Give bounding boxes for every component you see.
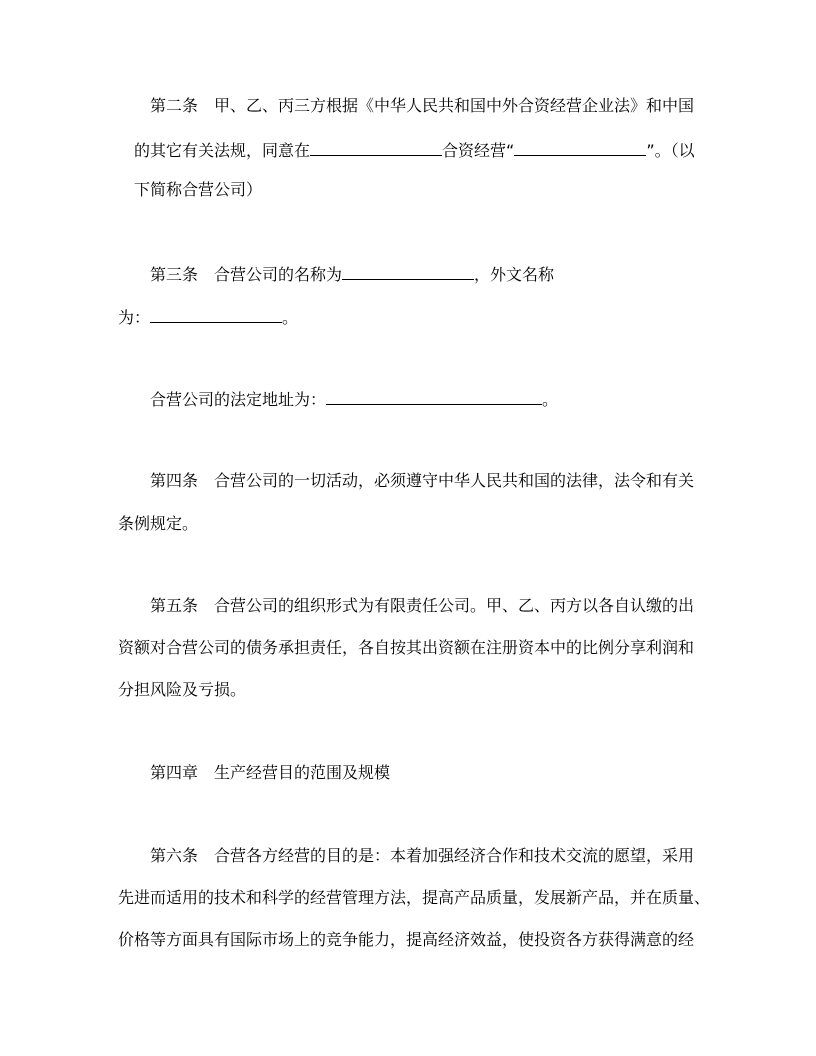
article-6-line-3 <box>118 930 694 950</box>
chapter-4-label: 第四章 <box>150 763 199 782</box>
article-3-line-2 <box>118 306 298 328</box>
article-3-text-2a: 为： <box>118 308 151 327</box>
article-4-line-1 <box>150 471 694 491</box>
article-4-text-2: 条例规定。 <box>118 514 199 533</box>
article-2-text-3: 下简称合营公司） <box>134 180 263 199</box>
article-2-text-2c: ”。（以 <box>646 141 695 160</box>
article-5-line-2 <box>118 638 694 658</box>
article-3-line-1 <box>150 263 554 285</box>
article-2-label: 第二条 <box>150 96 199 115</box>
article-2-text-2b: 合资经营“ <box>442 141 515 160</box>
article-5-label: 第五条 <box>150 596 199 615</box>
article-6-label: 第六条 <box>150 846 199 865</box>
blank-field <box>310 139 442 156</box>
address-line <box>150 388 558 410</box>
address-text-a: 合营公司的法定地址为： <box>150 390 327 409</box>
article-5-text-1: 合营公司的组织形式为有限责任公司。甲、乙、丙方以各自认缴的出 <box>214 596 695 615</box>
article-2-line-3 <box>134 180 262 200</box>
article-3-text-2b: 。 <box>282 308 299 327</box>
article-2-text-2a: 的其它有关法规，同意在 <box>134 141 311 160</box>
article-3-text-1a: 合营公司的名称为 <box>214 265 343 284</box>
article-2-text-1: 甲、乙、丙三方根据《中华人民共和国中外合资经营企业法》和中国 <box>214 96 695 115</box>
article-2-line-1 <box>150 96 694 116</box>
article-4-line-2 <box>118 514 198 534</box>
article-6-text-2: 先进而适用的技术和科学的经营管理方法，提高产品质量，发展新产品，并在质量、 <box>118 888 711 907</box>
article-5-text-3: 分担风险及亏损。 <box>118 680 247 699</box>
article-2-line-2 <box>134 139 695 161</box>
article-6-text-1: 合营各方经营的目的是：本着加强经济合作和技术交流的愿望，采用 <box>214 846 695 865</box>
address-text-b: 。 <box>542 390 559 409</box>
article-6-line-1 <box>150 846 694 866</box>
article-4-text-1: 合营公司的一切活动，必须遵守中华人民共和国的法律，法令和有关 <box>214 471 695 490</box>
article-5-line-1 <box>150 596 694 616</box>
blank-field <box>150 306 282 323</box>
article-3-label: 第三条 <box>150 265 199 284</box>
article-5-line-3 <box>118 680 246 700</box>
blank-field <box>342 263 474 280</box>
blank-field <box>326 388 542 405</box>
article-4-label: 第四条 <box>150 471 199 490</box>
article-5-text-2: 资额对合营公司的债务承担责任，各自按其出资额在注册资本中的比例分享利润和 <box>118 638 695 657</box>
chapter-4-title: 生产经营目的范围及规模 <box>214 763 391 782</box>
article-6-text-3: 价格等方面具有国际市场上的竞争能力，提高经济效益，使投资各方获得满意的经 <box>118 930 695 949</box>
article-6-line-2 <box>118 888 710 908</box>
blank-field <box>514 139 646 156</box>
article-3-text-1b: ，外文名称 <box>474 265 555 284</box>
chapter-4-heading <box>150 763 390 783</box>
